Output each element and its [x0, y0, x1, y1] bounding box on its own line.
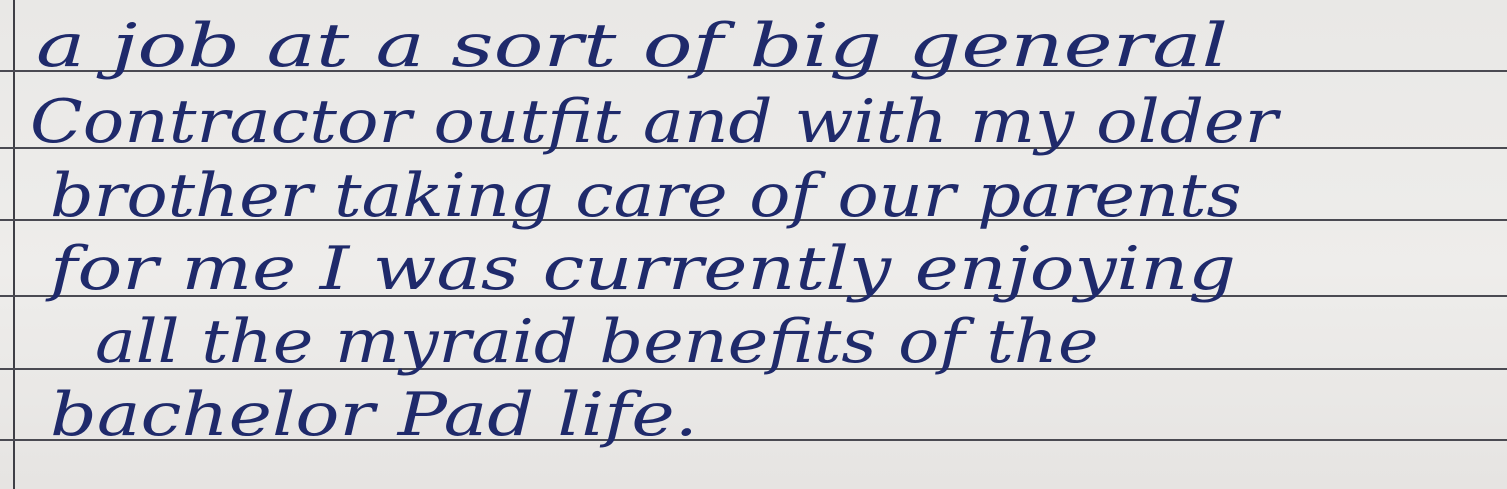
handwritten-line-1: a job at a sort of big general — [36, 11, 1229, 81]
margin-line — [13, 0, 15, 489]
handwritten-line-3: brother taking care of our parents — [50, 161, 1242, 231]
handwritten-line-6: bachelor Pad life. — [50, 380, 698, 450]
handwritten-line-4: for me I was currently enjoying — [50, 234, 1236, 304]
handwritten-line-2: Contractor outfit and with my older — [30, 87, 1278, 157]
handwritten-line-5: all the myraid benefits of the — [95, 307, 1099, 377]
